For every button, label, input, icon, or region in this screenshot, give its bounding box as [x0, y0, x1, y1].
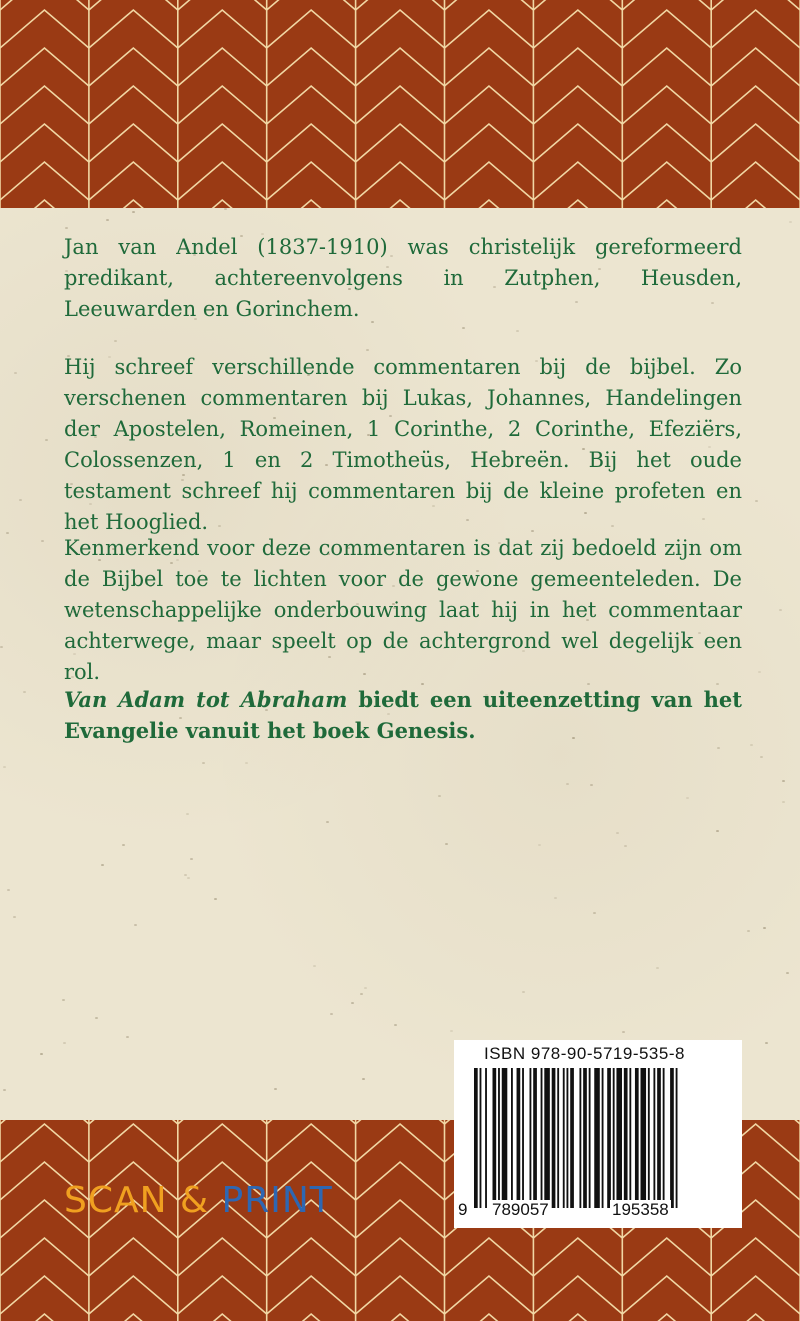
- paper-speck: [624, 845, 627, 847]
- paper-speck: [13, 916, 16, 918]
- paper-speck: [782, 780, 785, 782]
- chevron-stroke: [356, 1162, 445, 1200]
- paper-speck: [62, 999, 65, 1001]
- chevron-stroke: [356, 1124, 445, 1162]
- paper-speck: [40, 1053, 43, 1055]
- paper-speck: [656, 967, 659, 969]
- chevron-stroke: [533, 0, 622, 10]
- paper-speck: [202, 762, 205, 764]
- paper-speck: [132, 211, 135, 213]
- chevron-stroke: [267, 1124, 356, 1162]
- blurb-paragraph-author: Jan van Andel (1837-1910) was christelijk gereformeerd predikant, achtereenvolgens in Zutphen, Heusden, Leeuwarden en Gorinchem.: [64, 235, 742, 321]
- chevron-stroke: [178, 1314, 267, 1321]
- barcode-bar: [594, 1068, 600, 1208]
- chevron-stroke: [267, 48, 356, 86]
- chevron-stroke: [267, 86, 356, 124]
- paper-speck: [462, 327, 465, 329]
- chevron-stroke: [178, 0, 267, 10]
- chevron-stroke: [445, 1238, 534, 1276]
- chevron-stroke: [89, 1314, 178, 1321]
- book-summary: biedt een uiteenzetting van het Evangelie vanuit het boek Genesis.: [64, 687, 742, 743]
- logo-scan: SCAN: [64, 1180, 168, 1221]
- chevron-stroke: [178, 10, 267, 48]
- barcode-bar: [557, 1068, 559, 1208]
- paper-speck: [313, 965, 316, 967]
- book-title: Van Adam tot Abraham: [64, 687, 348, 712]
- chevron-stroke: [622, 10, 711, 48]
- chevron-stroke: [533, 124, 622, 162]
- publisher-logo: [64, 1179, 333, 1223]
- chevron-stroke: [89, 10, 178, 48]
- paper-speck: [330, 1013, 333, 1015]
- chevron-stroke: [89, 86, 178, 124]
- chevron-stroke: [622, 1276, 711, 1314]
- chevron-stroke: [267, 1276, 356, 1314]
- paper-speck: [445, 843, 448, 845]
- chevron-stroke: [89, 1124, 178, 1162]
- paper-speck: [554, 897, 557, 899]
- paper-speck: [63, 1042, 66, 1044]
- chevron-stroke: [622, 86, 711, 124]
- isbn-label: ISBN 978-90-5719-535-8: [484, 1044, 685, 1063]
- chevron-stroke: [445, 10, 534, 48]
- chevron-stroke: [267, 162, 356, 200]
- chevron-stroke: [0, 1124, 89, 1162]
- paper-speck: [101, 864, 104, 866]
- chevron-stroke: [356, 124, 445, 162]
- paper-speck: [7, 889, 10, 891]
- paper-speck: [394, 1024, 397, 1026]
- barcode-bar: [657, 1068, 661, 1208]
- chevron-stroke: [356, 48, 445, 86]
- chevron-stroke: [0, 86, 89, 124]
- chevron-stroke: [711, 1314, 800, 1321]
- barcode-bar: [541, 1068, 543, 1208]
- paper-speck: [184, 874, 187, 876]
- barcode-bar: [533, 1068, 537, 1208]
- chevron-stroke: [533, 200, 622, 208]
- chevron-stroke: [0, 0, 89, 10]
- barcode-bar: [563, 1068, 565, 1208]
- logo-ampersand: &: [180, 1180, 210, 1221]
- barcode-bar: [583, 1068, 587, 1208]
- chevron-stroke: [533, 1314, 622, 1321]
- paper-speck: [782, 801, 785, 803]
- chevron-stroke: [356, 10, 445, 48]
- paper-speck: [362, 1078, 365, 1080]
- blurb-paragraph-purpose: Kenmerkend voor deze commentaren is dat zij bedoeld zijn om de Bijbel toe te lichten voor de gewone gemeenteleden. De wetenschappelijke onderbouwing laat hij in het commentaar achterwege, maar speelt op de achtergrond wel degelijk een rol.: [64, 536, 742, 684]
- barcode-digits-right: 195358: [612, 1200, 669, 1219]
- paper-speck: [755, 500, 758, 502]
- chevron-stroke: [356, 200, 445, 208]
- paper-speck: [716, 830, 719, 832]
- paper-speck: [126, 1036, 129, 1038]
- barcode-bar: [485, 1068, 487, 1208]
- paper-speck: [747, 930, 750, 932]
- chevron-stroke: [711, 0, 800, 10]
- paper-speck: [765, 1042, 768, 1044]
- paper-speck: [622, 1031, 625, 1033]
- chevron-stroke: [0, 1276, 89, 1314]
- chevron-stroke: [622, 1238, 711, 1276]
- barcode-bar: [629, 1068, 631, 1208]
- chevron-stroke: [178, 86, 267, 124]
- chevron-stroke: [89, 124, 178, 162]
- barcode-bar: [579, 1068, 581, 1208]
- chevron-stroke: [711, 124, 800, 162]
- barcode-bar: [493, 1068, 497, 1208]
- chevron-stroke: [622, 200, 711, 208]
- barcode-bar: [511, 1068, 513, 1208]
- barcode-bar: [517, 1068, 521, 1208]
- paper-speck: [114, 340, 117, 342]
- barcode-digit-first: 9: [458, 1200, 468, 1219]
- paper-speck: [786, 972, 789, 974]
- chevron-stroke: [178, 124, 267, 162]
- chevron-stroke: [711, 200, 800, 208]
- paper-speck: [366, 349, 369, 351]
- barcode-bar: [602, 1068, 604, 1208]
- chevron-stroke: [178, 162, 267, 200]
- chevron-stroke: [622, 1314, 711, 1321]
- chevron-stroke: [533, 162, 622, 200]
- chevron-stroke: [89, 0, 178, 10]
- paper-speck: [522, 991, 525, 993]
- chevron-stroke: [267, 1314, 356, 1321]
- paper-speck: [360, 993, 363, 995]
- chevron-stroke: [89, 1276, 178, 1314]
- paper-speck: [760, 756, 763, 758]
- chevron-pattern-top: [0, 0, 800, 208]
- chevron-stroke: [445, 86, 534, 124]
- barcode-bar: [480, 1068, 482, 1208]
- barcode-bar: [567, 1068, 569, 1208]
- chevron-stroke: [445, 0, 534, 10]
- chevron-stroke: [267, 1238, 356, 1276]
- chevron-stroke: [445, 48, 534, 86]
- chevron-stroke: [711, 1238, 800, 1276]
- paper-speck: [566, 783, 569, 785]
- chevron-stroke: [0, 1314, 89, 1321]
- chevron-stroke: [0, 48, 89, 86]
- barcode-bar: [624, 1068, 628, 1208]
- paper-speck: [14, 372, 17, 374]
- barcode-bar: [648, 1068, 650, 1208]
- chevron-stroke: [0, 200, 89, 208]
- chevron-stroke: [622, 124, 711, 162]
- paper-speck: [364, 987, 367, 989]
- chevron-stroke: [445, 1314, 534, 1321]
- blurb-paragraph-commentaries: Hij schreef verschillende commentaren bij de bijbel. Zo verschenen commentaren bij Lukas, Johannes, Handelingen der Apostelen, Romeinen, 1 Corinthe, 2 Corinthe, Efeziërs, Colossenzen, 1 en 2 Timotheüs, Hebreën. Bij het oude testament schreef hij commentaren bij de kleine profeten en het Hooglied.: [64, 355, 742, 534]
- paper-speck: [23, 691, 26, 693]
- barcode-bar: [498, 1068, 500, 1208]
- paper-speck: [351, 1002, 354, 1004]
- barcode-bars: [474, 1068, 722, 1208]
- chevron-stroke: [0, 124, 89, 162]
- paper-speck: [593, 912, 596, 914]
- chevron-stroke: [711, 162, 800, 200]
- chevron-stroke: [267, 200, 356, 208]
- paper-speck: [3, 766, 6, 768]
- barcode-bar: [474, 1068, 478, 1208]
- chevron-stroke: [445, 1276, 534, 1314]
- paper-speck: [19, 499, 22, 501]
- logo-print: PRINT: [221, 1180, 333, 1221]
- chevron-stroke: [89, 200, 178, 208]
- chevron-stroke: [267, 124, 356, 162]
- chevron-stroke: [267, 0, 356, 10]
- paper-speck: [245, 762, 248, 764]
- chevron-stroke: [178, 48, 267, 86]
- barcode-bar: [641, 1068, 647, 1208]
- paper-speck: [45, 439, 48, 441]
- paper-speck: [0, 646, 3, 648]
- barcode-bar: [530, 1068, 532, 1208]
- chevron-stroke: [711, 86, 800, 124]
- barcode-bar: [613, 1068, 615, 1208]
- chevron-stroke: [711, 10, 800, 48]
- chevron-stroke: [89, 48, 178, 86]
- chevron-stroke: [356, 1314, 445, 1321]
- paper-speck: [3, 1089, 6, 1091]
- chevron-stroke: [178, 200, 267, 208]
- paper-speck: [326, 821, 329, 823]
- blurb-paragraph-book: [64, 684, 742, 746]
- chevron-stroke: [622, 162, 711, 200]
- paper-speck: [616, 832, 619, 834]
- chevron-stroke: [0, 10, 89, 48]
- paper-speck: [122, 844, 125, 846]
- paper-speck: [6, 532, 9, 534]
- paper-speck: [190, 858, 193, 860]
- chevron-stroke: [445, 124, 534, 162]
- paper-speck: [187, 877, 190, 879]
- chevron-stroke: [178, 1124, 267, 1162]
- paper-speck: [763, 927, 766, 929]
- barcode-bar: [653, 1068, 655, 1208]
- barcode-bar: [502, 1068, 508, 1208]
- paper-speck: [590, 784, 593, 786]
- chevron-stroke: [445, 162, 534, 200]
- chevron-stroke: [711, 48, 800, 86]
- barcode-bar: [663, 1068, 665, 1208]
- chevron-stroke: [89, 162, 178, 200]
- barcode-bar: [552, 1068, 556, 1208]
- chevron-stroke: [533, 1238, 622, 1276]
- chevron-stroke: [533, 1276, 622, 1314]
- chevron-stroke: [178, 1238, 267, 1276]
- paper-speck: [106, 219, 109, 221]
- chevron-stroke: [356, 86, 445, 124]
- chevron-stroke: [445, 200, 534, 208]
- barcode-bar: [616, 1068, 622, 1208]
- paper-speck: [274, 1088, 277, 1090]
- paper-speck: [538, 844, 541, 846]
- chevron-stroke: [356, 1238, 445, 1276]
- paper-speck: [686, 797, 689, 799]
- barcode-bar: [635, 1068, 639, 1208]
- barcode-bar: [544, 1068, 550, 1208]
- chevron-stroke: [533, 10, 622, 48]
- chevron-stroke: [267, 10, 356, 48]
- paper-speck: [758, 671, 761, 673]
- chevron-stroke: [356, 1276, 445, 1314]
- paper-speck: [450, 1030, 453, 1032]
- paper-speck: [224, 208, 227, 210]
- paper-speck: [134, 924, 137, 926]
- top-chevron-band: [0, 0, 800, 208]
- paper-speck: [65, 227, 68, 229]
- isbn-barcode: [454, 1040, 742, 1228]
- barcode-bar: [670, 1068, 674, 1208]
- chevron-stroke: [356, 0, 445, 10]
- chevron-stroke: [0, 1238, 89, 1276]
- chevron-stroke: [178, 1276, 267, 1314]
- paper-speck: [41, 540, 44, 542]
- barcode-bar: [607, 1068, 611, 1208]
- chevron-stroke: [711, 1276, 800, 1314]
- barcode-bar: [676, 1068, 678, 1208]
- chevron-stroke: [533, 48, 622, 86]
- chevron-stroke: [356, 162, 445, 200]
- paper-speck: [779, 609, 782, 611]
- chevron-stroke: [0, 162, 89, 200]
- barcode-bar: [522, 1068, 524, 1208]
- barcode-bar: [589, 1068, 591, 1208]
- paper-speck: [516, 330, 519, 332]
- chevron-stroke: [622, 48, 711, 86]
- paper-speck: [95, 1017, 98, 1019]
- chevron-stroke: [533, 86, 622, 124]
- barcode-digits-left: 789057: [492, 1200, 549, 1219]
- paper-speck: [214, 898, 217, 900]
- paper-speck: [438, 795, 441, 797]
- chevron-stroke: [356, 1200, 445, 1238]
- barcode-bar: [570, 1068, 574, 1208]
- paper-speck: [789, 221, 792, 223]
- chevron-stroke: [89, 1238, 178, 1276]
- paper-speck: [750, 744, 753, 746]
- paper-speck: [186, 813, 189, 815]
- chevron-stroke: [622, 0, 711, 10]
- paper-speck: [717, 747, 720, 749]
